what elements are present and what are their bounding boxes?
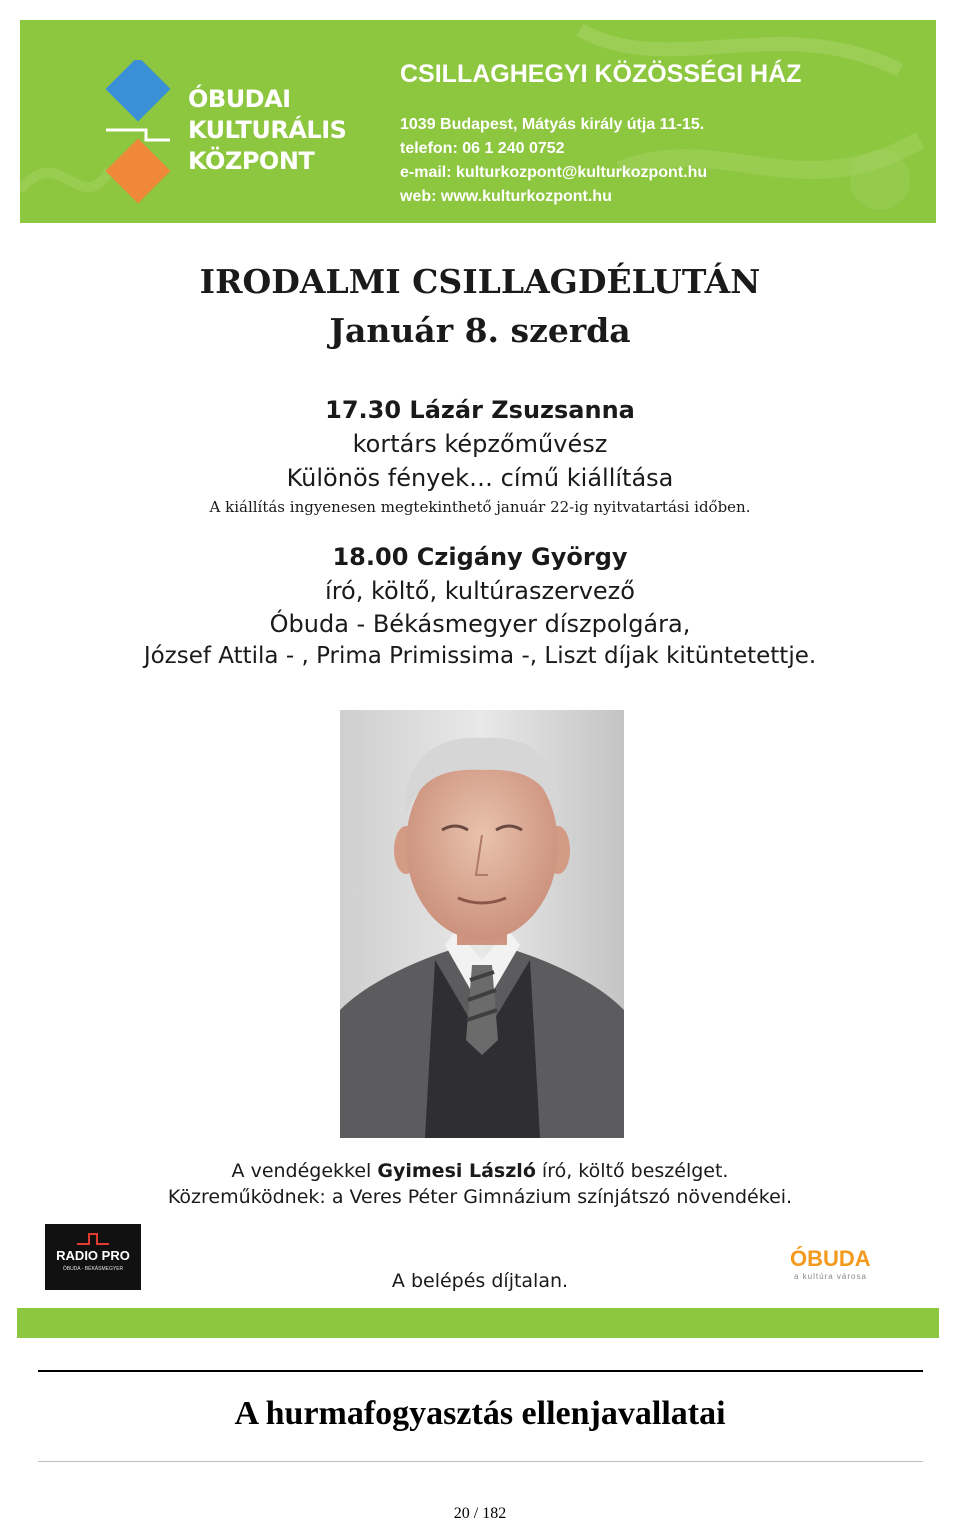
portrait-photo (340, 710, 624, 1138)
page-number: 20 / 182 (453, 1505, 507, 1522)
web-link[interactable]: web: www.kulturkozpont.hu (400, 188, 612, 205)
heading-rule (38, 1370, 923, 1372)
header-banner (20, 20, 936, 223)
radio-name: RADIO PRO (56, 1248, 130, 1263)
obuda-logo (790, 1246, 900, 1281)
contributors-line: Közreműködnek: a Veres Péter Gimnázium színjátszó növendékei. (167, 1186, 793, 1208)
block2-line1: író, költő, kultúraszervező (325, 577, 635, 605)
logo-line-1: ÓBUDAI (188, 85, 291, 113)
okk-logo-icon (98, 60, 188, 210)
logo-line-2: KULTURÁLIS (188, 116, 347, 144)
okk-logo-text (188, 84, 346, 177)
obuda-name: ÓBUDA (790, 1246, 871, 1271)
guests-suffix: író, költő beszélget. (535, 1160, 729, 1182)
event-title: IRODALMI CSILLAGDÉLUTÁN (199, 262, 761, 301)
logo-line-3: KÖZPONT (188, 147, 315, 175)
phone: telefon: 06 1 240 0752 (400, 140, 565, 157)
block1-line1: kortárs képzőművész (352, 430, 608, 458)
guests-prefix: A vendégekkel (231, 1160, 378, 1182)
guests-line (0, 1160, 960, 1182)
obuda-tagline: a kultúra városa (794, 1272, 867, 1281)
separator-rule (38, 1461, 923, 1462)
contact-info (400, 113, 707, 209)
entry-note: A belépés díjtalan. (391, 1270, 569, 1292)
radio-sub: ÓBUDA - BÉKÁSMEGYER (62, 1266, 124, 1272)
block2-line2: Óbuda - Békásmegyer díszpolgára, (269, 610, 691, 638)
article-title: A hurmafogyasztás ellenjavallatai (234, 1395, 726, 1432)
radio-signal-icon (75, 1230, 111, 1246)
event-date: Január 8. szerda (329, 311, 631, 350)
block2-heading: 18.00 Czigány György (332, 543, 628, 571)
block1-heading: 17.30 Lázár Zsuzsanna (325, 396, 635, 424)
poster-footer-strip (17, 1308, 939, 1338)
block2-line3: József Attila - , Prima Primissima -, Liszt díjak kitüntetettje. (143, 643, 817, 669)
block1-note: A kiállítás ingyenesen megtekinthető január 22-ig nyitvatartási időben. (209, 498, 751, 516)
email-link[interactable]: e-mail: kulturkozpont@kulturkozpont.hu (400, 164, 708, 181)
block1-line2: Különös fények… című kiállítása (286, 464, 674, 492)
house-name: CSILLAGHEGYI KÖZÖSSÉGI HÁZ (400, 60, 802, 88)
address: 1039 Budapest, Mátyás király útja 11-15. (400, 116, 705, 133)
guests-name: Gyimesi László (377, 1160, 536, 1182)
